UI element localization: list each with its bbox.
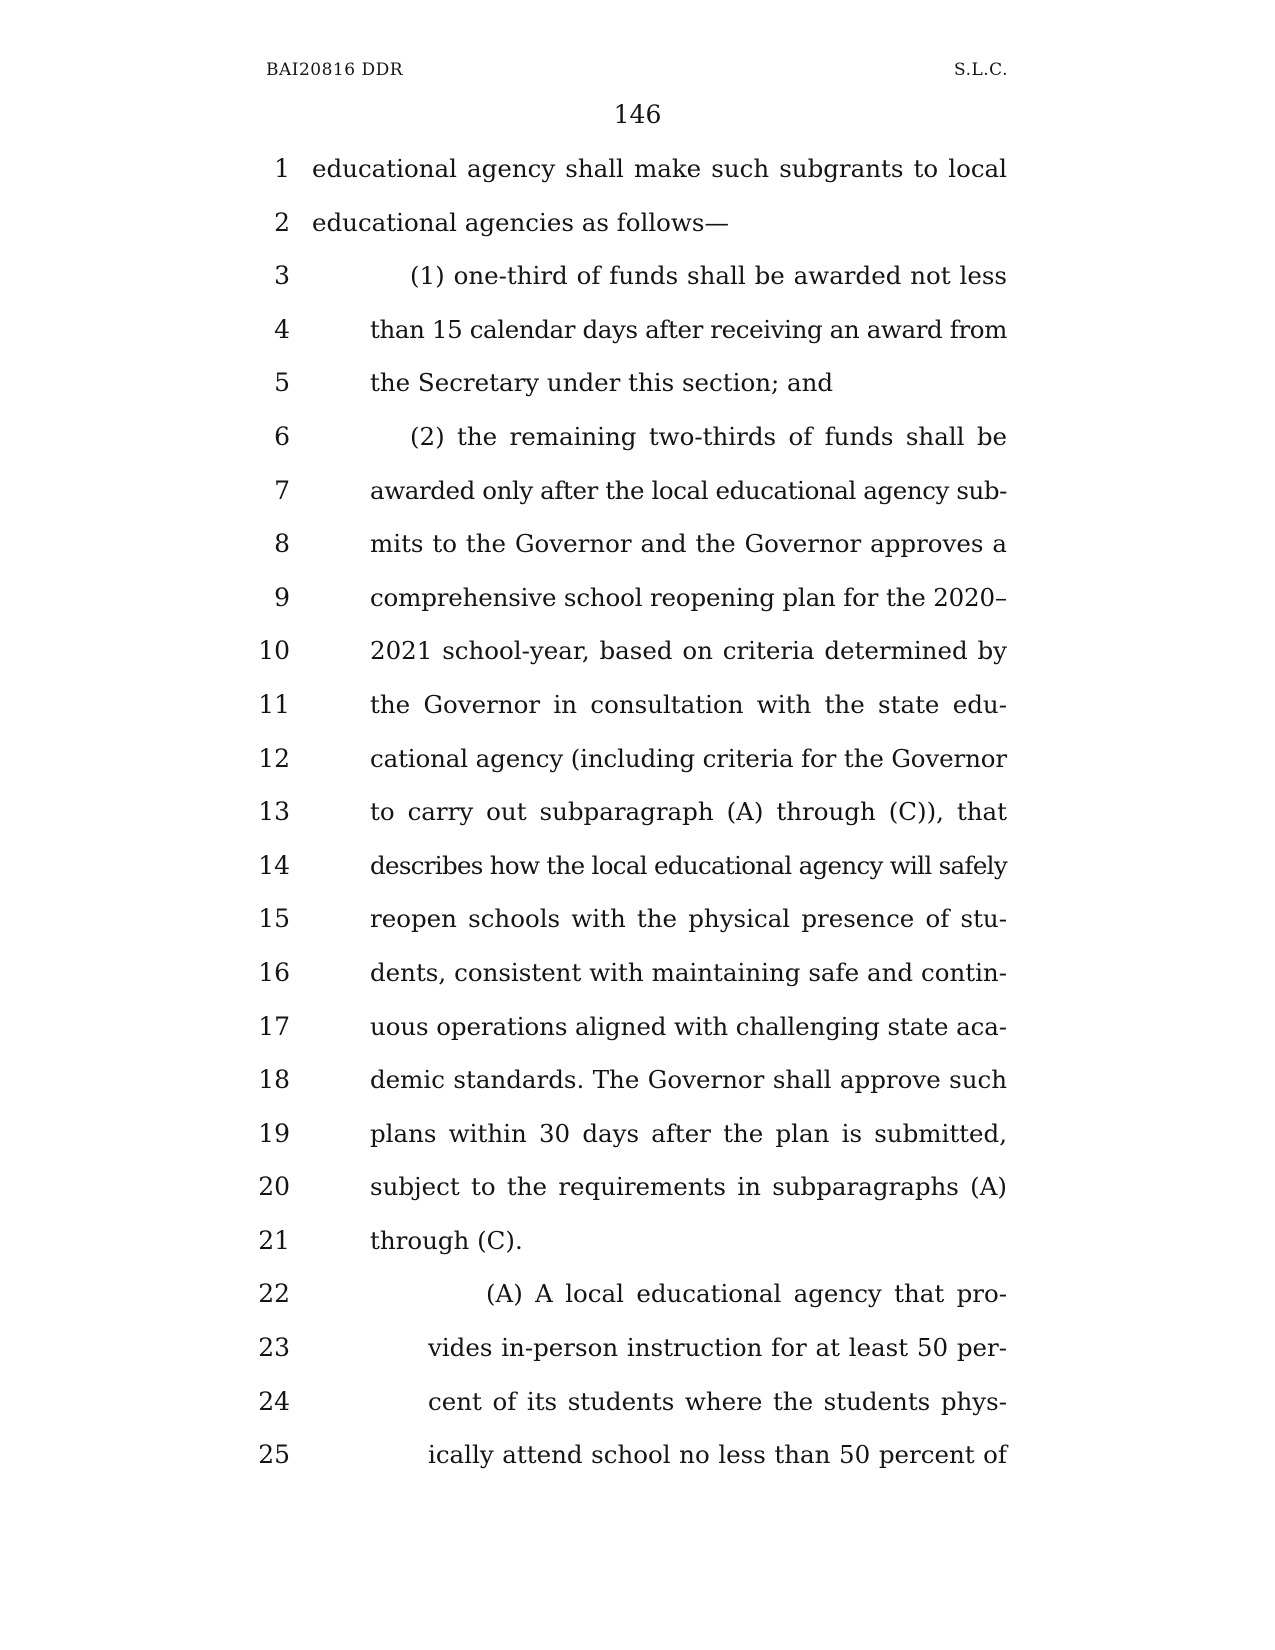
text-line [0,624,1275,678]
line-text: (1) one-third of funds shall be awarded not less [410,261,1007,291]
line-text: educational agencies as follows— [312,207,729,237]
line-number: 9 [274,582,290,612]
text-line [0,1428,1275,1482]
line-text: cational agency (including criteria for the Governor [370,743,1007,773]
line-text: ically attend school no less than 50 percent of [428,1440,1007,1470]
text-line [0,249,1275,303]
text-line [0,1321,1275,1375]
text-line [0,678,1275,732]
text-line [0,1107,1275,1161]
bill-text [0,142,1275,1482]
line-text: describes how the local educational agency will safely [370,850,1007,880]
text-line [0,1267,1275,1321]
line-text: the Governor in consultation with the state edu- [370,689,1007,719]
line-number: 1 [274,154,290,183]
line-number: 16 [258,957,290,987]
line-number: 19 [258,1118,290,1148]
text-line [0,356,1275,410]
line-text: vides in-person instruction for at least 50 per- [428,1333,1007,1363]
line-number: 7 [274,475,290,505]
line-number: 8 [274,529,290,559]
line-number: 5 [274,368,290,398]
text-line [0,1160,1275,1214]
line-text: awarded only after the local educational agency sub- [370,475,1007,505]
text-line [0,1214,1275,1268]
line-text: mits to the Governor and the Governor approves a [370,529,1007,559]
line-text: (A) A local educational agency that pro- [486,1279,1007,1309]
line-number: 13 [258,797,290,827]
line-number: 15 [258,904,290,934]
line-text: dents, consistent with maintaining safe and contin- [370,957,1007,987]
text-line [0,1375,1275,1429]
document-id: BAI20816 DDR [266,60,404,80]
line-text: cent of its students where the students phys- [428,1386,1007,1416]
line-number: 24 [258,1386,290,1416]
text-line [0,571,1275,625]
text-line [0,303,1275,357]
line-text: plans within 30 days after the plan is submitted, [370,1118,1007,1148]
line-text: 2021 school-year, based on criteria determined by [370,636,1007,666]
text-line [0,946,1275,1000]
line-number: 18 [258,1065,290,1095]
line-number: 21 [258,1225,290,1255]
line-number: 22 [258,1279,290,1309]
line-number: 23 [258,1333,290,1363]
text-line [0,892,1275,946]
text-line [0,1053,1275,1107]
line-number: 4 [274,314,290,344]
text-line [0,732,1275,786]
line-number: 10 [258,636,290,666]
line-number: 11 [258,689,290,719]
text-line [0,839,1275,893]
line-text: demic standards. The Governor shall approve such [370,1065,1007,1095]
line-number: 20 [258,1172,290,1202]
line-text: to carry out subparagraph (A) through (C)), that [370,797,1007,827]
text-line [0,1000,1275,1054]
office-code: S.L.C. [954,60,1008,80]
line-text: than 15 calendar days after receiving an award from [370,314,1008,344]
line-number: 2 [274,207,290,237]
line-text: subject to the requirements in subparagraphs (A) [370,1172,1007,1202]
line-number: 14 [258,850,290,880]
line-text: educational agency shall make such subgrants to local [312,154,1007,183]
line-text: the Secretary under this section; and [370,368,834,398]
text-line [0,196,1275,250]
line-number: 3 [274,261,290,291]
line-text: through (C). [370,1225,523,1255]
text-line [0,517,1275,571]
line-number: 6 [274,421,290,451]
line-text: (2) the remaining two-thirds of funds shall be [410,421,1007,451]
line-number: 12 [258,743,290,773]
line-text: uous operations aligned with challenging state aca- [370,1011,1007,1041]
line-number: 17 [258,1011,290,1041]
line-text: comprehensive school reopening plan for the 2020– [370,582,1007,612]
line-number: 25 [258,1440,290,1470]
page-number: 146 [613,100,662,129]
line-text: reopen schools with the physical presence of stu- [370,904,1007,934]
text-line [0,464,1275,518]
text-line [0,142,1275,196]
text-line [0,410,1275,464]
text-line [0,785,1275,839]
